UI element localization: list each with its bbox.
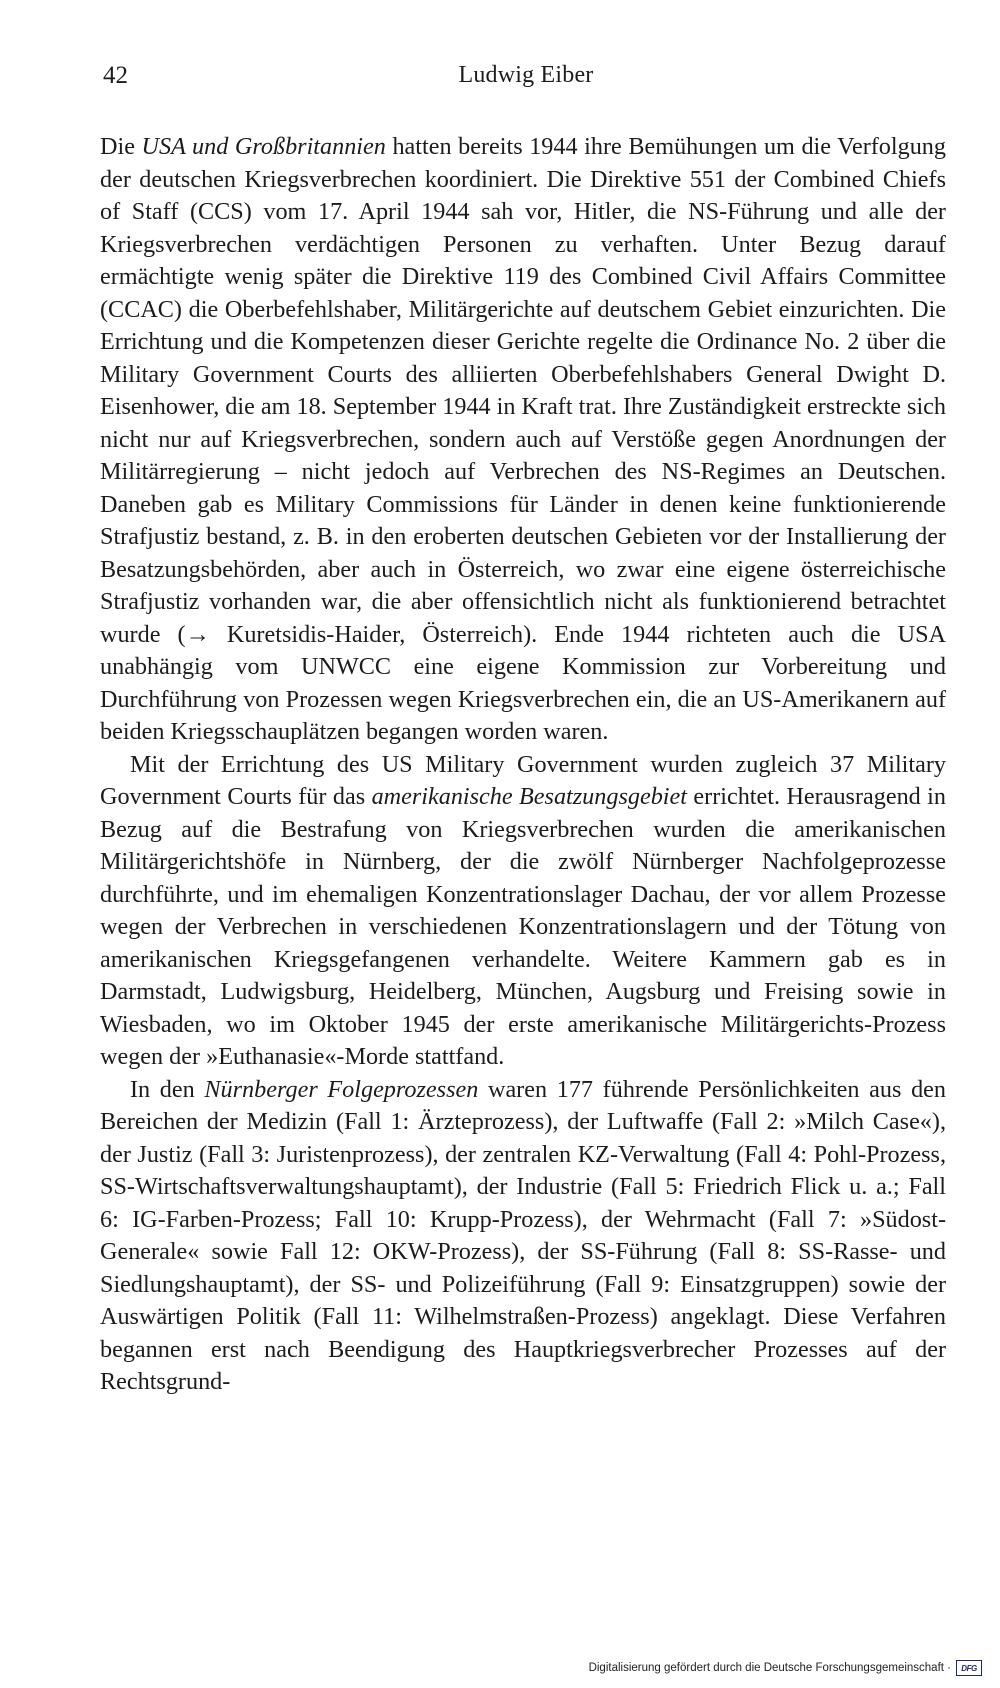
text-run: In den	[130, 1075, 205, 1103]
text-run: waren 177 führende Persönlichkeiten aus den Bereichen der Medizin (Fall 1: Ärzteprozess), der Luftwaffe (Fall 2: »Milch Case«), der Justiz (Fall 3: Juristenprozess), der zentralen KZ-Verwaltung (Fall 4: Pohl-Prozess, SS-Wirtschaftsverwaltungshauptamt), der Industrie (Fall 5: Friedrich Flick u. a.; Fall 6: IG-Farben-Prozess; Fall 10: Krupp-Prozess), der Wehrmacht (Fall 7: »Südost-Generale« sowie Fall 12: OKW-Prozess), der SS-Führung (Fall 8: SS-Rasse- und Siedlungshauptamt), der SS- und Polizeiführung (Fall 9: Einsatzgruppen) sowie der Auswärtigen Politik (Fall 11: Wilhelmstraßen-Prozess) angeklagt. Diese Verfahren begannen erst nach Beendigung des Hauptkriegsverbrecher Prozesses auf der Rechtsgrund-	[100, 1075, 946, 1395]
body-text	[100, 131, 946, 1399]
text-run: hatten bereits 1944 ihre Bemühungen um die Verfolgung der deutschen Kriegsverbrechen koordiniert. Die Direktive 551 der Combined Chiefs of Staff (CCS) vom 17. April 1944 sah vor, Hitler, die NS-Führung und alle der Kriegsverbrechen verdächtigen Personen zu verhaften. Unter Bezug darauf ermächtigte wenig später die Direktive 119 des Combined Civil Affairs Committee (CCAC) die Oberbefehlshaber, Militärgerichte auf deutschem Gebiet einzurichten. Die Errichtung und die Kompetenzen dieser Gerichte regelte die Ordinance No. 2 über die Military Government Courts des alliierten Oberbefehlshabers General Dwight D. Eisenhower, die am 18. September 1944 in Kraft trat. Ihre Zuständigkeit erstreckte sich nicht nur auf Kriegsverbrechen, sondern auch auf Verstöße gegen Anordnungen der Militärregierung – nicht jedoch auf Verbrechen des NS-Regimes an Deutschen. Daneben gab es Military Commissions für Länder in denen keine funktionierende Strafjustiz bestand, z. B. in den eroberten deutschen Gebieten vor der Installierung der Besatzungsbehörden, aber auch in Österreich, wo zwar eine eigene österreichische Strafjustiz vorhanden war, die aber offensichtlich nicht als funktionierend betrachtet wurde (→ Kuretsidis-Haider, Österreich). Ende 1944 richteten auch die USA unabhängig vom UNWCC eine eigene Kommission zur Vorbereitung und Durchführung von Prozessen wegen Kriegsverbrechen ein, die an US-Amerikanern auf beiden Kriegsschauplätzen begangen worden waren.	[100, 133, 946, 745]
paragraph	[100, 131, 946, 749]
italic-run: Nürnberger Folgeprozessen	[204, 1075, 479, 1103]
italic-run: amerikanische Besatzungsgebiet	[371, 783, 687, 810]
running-head: Ludwig Eiber	[458, 62, 594, 88]
digitization-footer	[589, 1660, 982, 1676]
text-run: Mit der Errichtung des US Military Government wurden zugleich 37 Military Government Courts für das	[100, 750, 946, 810]
page-header	[103, 62, 949, 102]
text-run: Die	[100, 133, 142, 160]
italic-run: USA und Großbritannien	[141, 133, 386, 160]
funding-notice: Digitalisierung gefördert durch die Deutsche Forschungsgemeinschaft ·	[588, 1662, 951, 1674]
dfg-logo-icon: DFG	[956, 1660, 982, 1676]
page-number: 42	[103, 62, 128, 89]
text-run: errichtet. Herausragend in Bezug auf die Bestrafung von Kriegsverbrechen wurden die amerikanischen Militärgerichtshöfe in Nürnberg, der die zwölf Nürnberger Nachfolgeprozesse durchführte, und im ehemaligen Konzentrationslager Dachau, der vor allem Prozesse wegen der Verbrechen in verschiedenen Konzentrationslagern und der Tötung von amerikanischen Kriegsgefangenen verhandelte. Weitere Kammern gab es in Darmstadt, Ludwigsburg, Heidelberg, München, Augsburg und Freising sowie in Wiesbaden, wo im Oktober 1945 der erste amerikanische Militärgerichts-Prozess wegen der »Euthanasie«-Morde stattfand.	[100, 783, 946, 1070]
paragraph	[100, 1074, 946, 1399]
paragraph	[100, 749, 946, 1074]
